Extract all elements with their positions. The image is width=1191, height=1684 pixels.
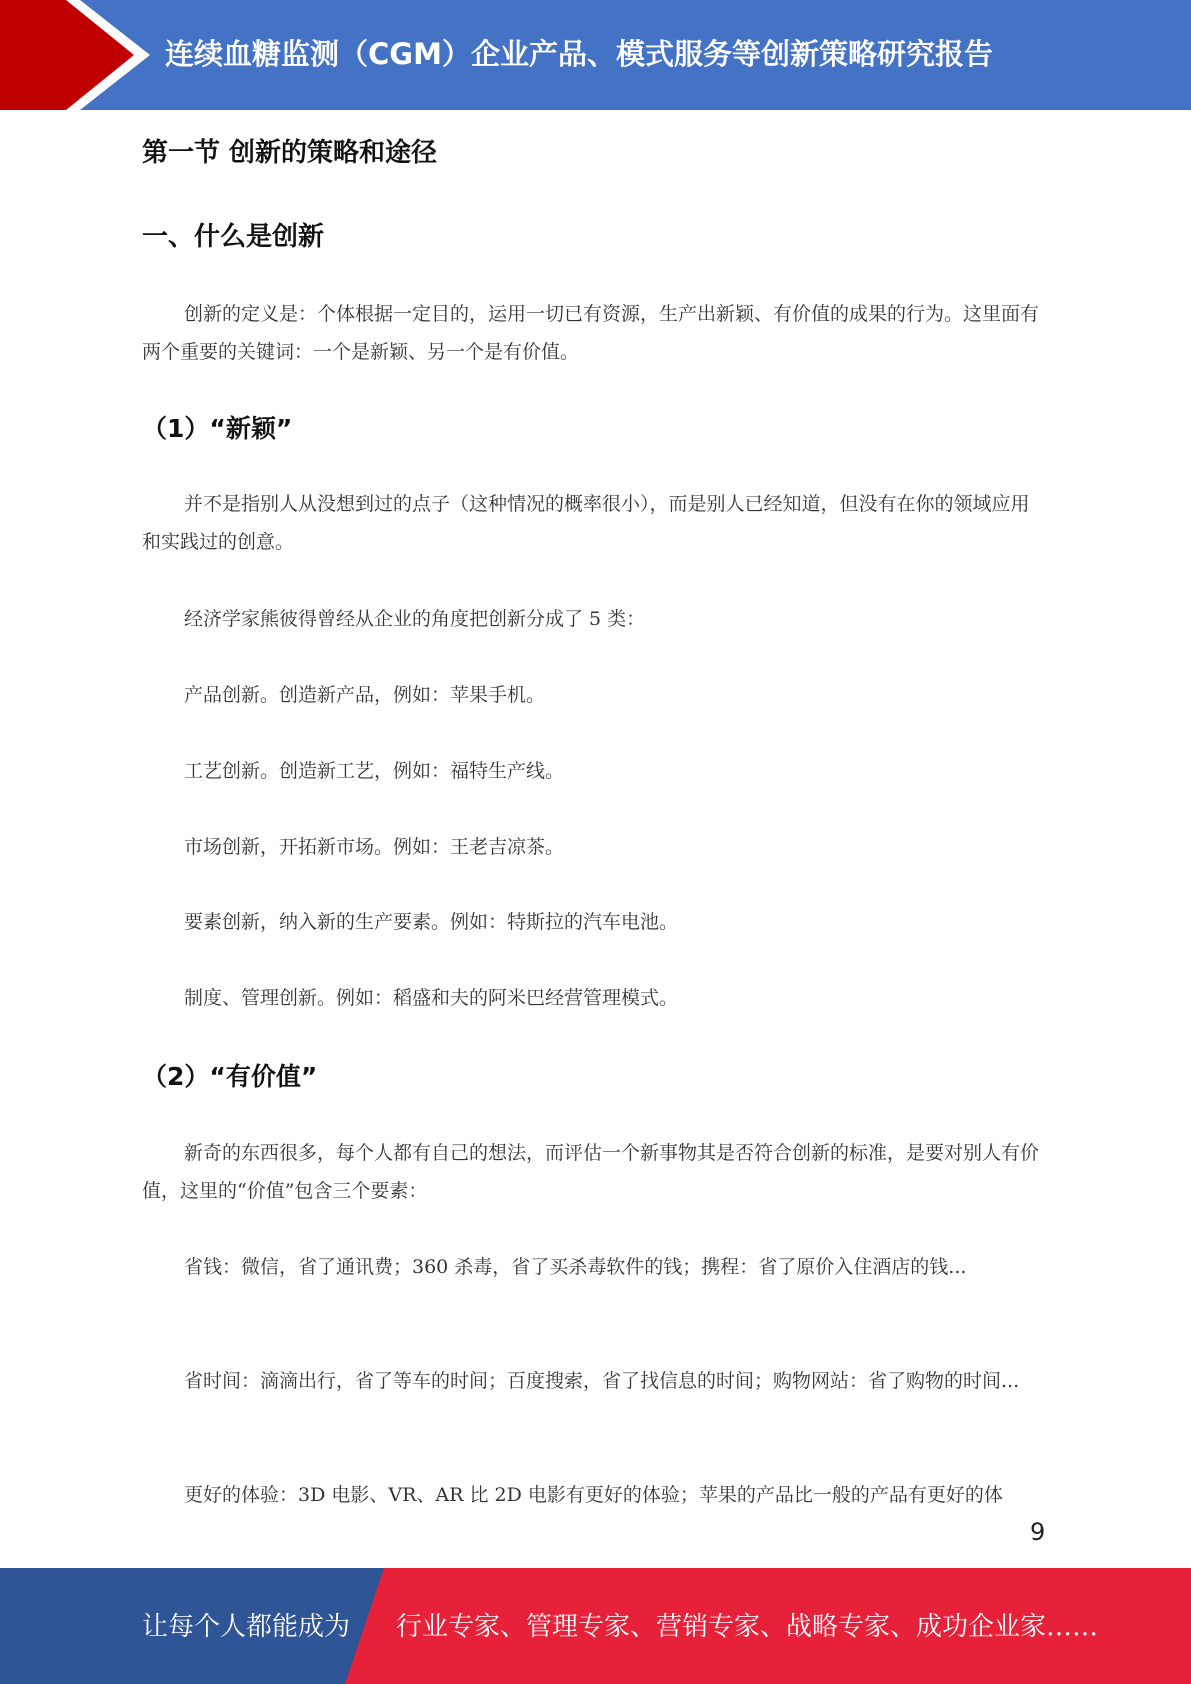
footer-slogan-left: 让每个人都能成为 [142,1612,351,1642]
innovation-type-item: 要素创新，纳入新的生产要素。例如：特斯拉的汽车电池。 [184,911,679,933]
section-title: 第一节 创新的策略和途径 [142,138,438,168]
footer-slogan-right: 行业专家、管理专家、营销专家、战略专家、成功企业家…… [396,1612,1099,1642]
part2-paragraph: 新奇的东西很多，每个人都有自己的想法，而评估一个新事物其是否符合创新的标准，是要对别人有价值，这里的“价值”包含三个要素： [142,1142,1040,1202]
innovation-type-item: 产品创新。创造新产品，例如：苹果手机。 [184,684,546,706]
part1-paragraph: 并不是指别人从没想到过的点子（这种情况的概率很小），而是别人已经知道，但没有在你的领域应用和实践过的创意。 [142,493,1030,553]
report-title: 连续血糖监测（CGM）企业产品、模式服务等创新策略研究报告 [165,37,993,71]
value-item: 省时间：滴滴出行，省了等车的时间；百度搜索，省了找信息的时间；购物网站：省了购物的时间... [184,1370,1020,1392]
page-header [0,0,1191,110]
page-number: 9 [1030,1518,1046,1546]
page-footer [0,1568,1191,1684]
innovation-type-item: 制度、管理创新。例如：稻盛和夫的阿米巴经营管理模式。 [184,987,679,1009]
subsection-title: 一、什么是创新 [142,222,325,252]
innovation-type-item: 市场创新，开拓新市场。例如：王老吉凉茶。 [184,836,565,858]
part1-heading: （1）“新颖” [142,414,293,443]
value-item: 省钱：微信，省了通讯费；360 杀毒，省了买杀毒软件的钱；携程：省了原价入住酒店的钱... [184,1256,967,1278]
part1-paragraph: 经济学家熊彼得曾经从企业的角度把创新分成了 5 类： [184,608,646,630]
value-item: 更好的体验：3D 电影、VR、AR 比 2D 电影有更好的体验；苹果的产品比一般的产品有更好的体 [184,1484,1003,1506]
part2-heading: （2）“有价值” [142,1062,318,1091]
innovation-type-item: 工艺创新。创造新工艺，例如：福特生产线。 [184,760,565,782]
intro-paragraph: 创新的定义是：个体根据一定目的，运用一切已有资源，生产出新颖、有价值的成果的行为。这里面有两个重要的关键词：一个是新颖、另一个是有价值。 [142,303,1040,363]
